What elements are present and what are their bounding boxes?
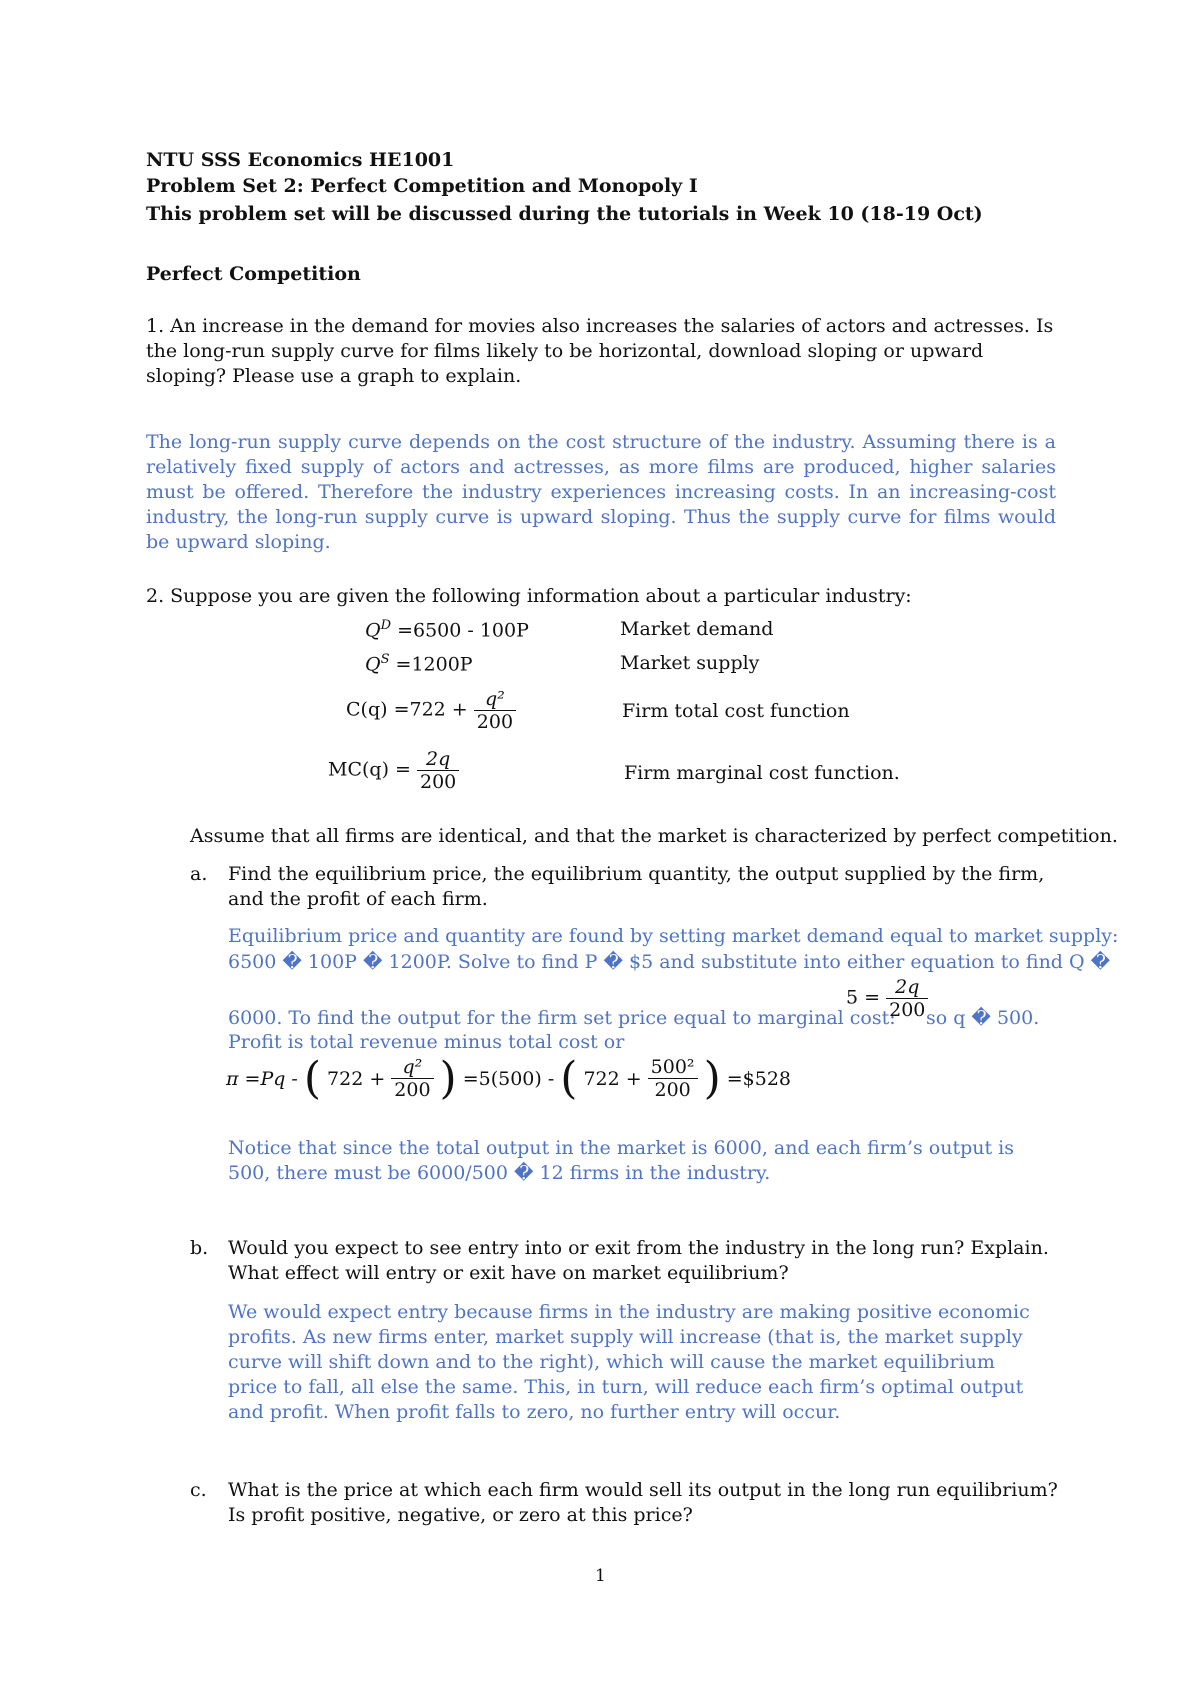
supply-lhs: Q	[365, 653, 381, 676]
left-paren-icon: (	[303, 1052, 322, 1104]
profit-frac1-den: 200	[394, 1079, 431, 1101]
course-title: NTU SSS Economics HE1001	[146, 149, 455, 171]
price-mc-num: 2q	[886, 976, 928, 999]
part-a-answer-line3-post: so q � 500.	[926, 1007, 1040, 1029]
profit-frac2-num: 500²	[648, 1056, 698, 1079]
price-mc-equation	[846, 976, 928, 1021]
profit-mid: =5(500) -	[462, 1067, 555, 1090]
part-c-marker: c.	[190, 1479, 207, 1501]
part-a-question: Find the equilibrium price, the equilibrium quantity, the output supplied by the firm, and the profit of each firm.	[228, 863, 1045, 910]
part-c-question: What is the price at which each firm would sell its output in the long run equilibrium? Is profit positive, negative, or zero at this price?	[228, 1479, 1058, 1526]
part-a-answer-line1: Equilibrium price and quantity are found by setting market demand equal to market supply:	[228, 925, 1119, 947]
supply-label: Market supply	[620, 652, 760, 674]
marginal-cost-num: 2q	[417, 748, 459, 771]
answer-1: The long-run supply curve depends on the cost structure of the industry. Assuming there is a relatively fixed supply of actors and actresses, as more films are produced, higher salaries must be offered. Therefore the industry experiences increasing costs. In an increasing-cost industry, the long-run supply curve is upward sloping. Thus the supply curve for films would be upward sloping.	[146, 431, 1056, 553]
assumption: Assume that all firms are identical, and that the market is characterized by perfect competition.	[190, 825, 1118, 847]
problem-set-title: Problem Set 2: Perfect Competition and Monopoly I	[146, 175, 698, 197]
supply-rhs: =1200P	[395, 653, 473, 676]
supply-equation	[365, 652, 473, 675]
part-a-answer-line4: Profit is total revenue minus total cost or	[228, 1031, 625, 1053]
price-mc-den: 200	[889, 999, 926, 1021]
right-paren-icon: )	[439, 1052, 457, 1104]
discussion-note: This problem set will be discussed during the tutorials in Week 10 (18-19 Oct)	[146, 203, 983, 225]
demand-rhs: =6500 - 100P	[397, 619, 529, 642]
part-b-marker: b.	[190, 1237, 209, 1259]
profit-term-b: 722 +	[583, 1067, 642, 1090]
total-cost-num: q²	[474, 688, 516, 711]
part-b-question: Would you expect to see entry into or exit from the industry in the long run? Explain. What effect will entry or exit have on market equilibrium?	[228, 1237, 1049, 1284]
profit-result: =$528	[726, 1067, 792, 1090]
total-cost-equation	[346, 688, 516, 733]
profit-lhs: π =Pq -	[226, 1067, 298, 1090]
question-1: 1. An increase in the demand for movies also increases the salaries of actors and actresses. Is the long-run supply curve for films likely to be horizontal, download sloping or upward sloping? Please use a graph to explain.	[146, 315, 1054, 387]
part-a-marker: a.	[190, 863, 208, 885]
marginal-cost-label: Firm marginal cost function.	[624, 762, 900, 784]
demand-lhs: Q	[365, 619, 381, 642]
demand-sup: D	[380, 618, 392, 633]
total-cost-label: Firm total cost function	[622, 700, 850, 722]
profit-equation	[226, 1052, 792, 1104]
part-a-answer-line2: 6500 � 100P � 1200P. Solve to find P � $5 and substitute into either equation to find Q �	[228, 951, 1111, 973]
marginal-cost-equation	[328, 748, 459, 793]
demand-equation	[365, 618, 529, 641]
price-mc-lhs: 5 =	[846, 986, 881, 1009]
part-a-notice: Notice that since the total output in the market is 6000, and each firm’s output is 500, there must be 6000/500 � 12 firms in the industry.	[228, 1137, 1014, 1184]
demand-label: Market demand	[620, 618, 774, 640]
right-paren-icon: )	[703, 1052, 721, 1104]
part-a-answer-line3: 6000. To find the output for the firm set price equal to marginal cost:	[228, 1007, 896, 1029]
marginal-cost-den: 200	[420, 771, 457, 793]
total-cost-lhs: C(q) =722 +	[346, 698, 468, 721]
left-paren-icon: (	[560, 1052, 578, 1104]
profit-term-a: 722 +	[327, 1067, 386, 1090]
page-number: 1	[595, 1566, 606, 1586]
question-2-intro: 2. Suppose you are given the following information about a particular industry:	[146, 585, 912, 607]
marginal-cost-lhs: MC(q) =	[328, 758, 411, 781]
section-title: Perfect Competition	[146, 263, 361, 285]
part-b-answer: We would expect entry because firms in the industry are making positive economic profits. As new firms enter, market supply will increase (that is, the market supply curve will shift down and to the right), which will cause the market equilibrium price to fall, all else the same. This, in turn, will reduce each firm’s optimal output and profit. When profit falls to zero, no further entry will occur.	[228, 1301, 1030, 1423]
profit-frac2-den: 200	[654, 1079, 691, 1101]
profit-frac1-num: q²	[391, 1056, 433, 1079]
supply-sup: S	[380, 652, 390, 667]
total-cost-den: 200	[476, 711, 514, 733]
